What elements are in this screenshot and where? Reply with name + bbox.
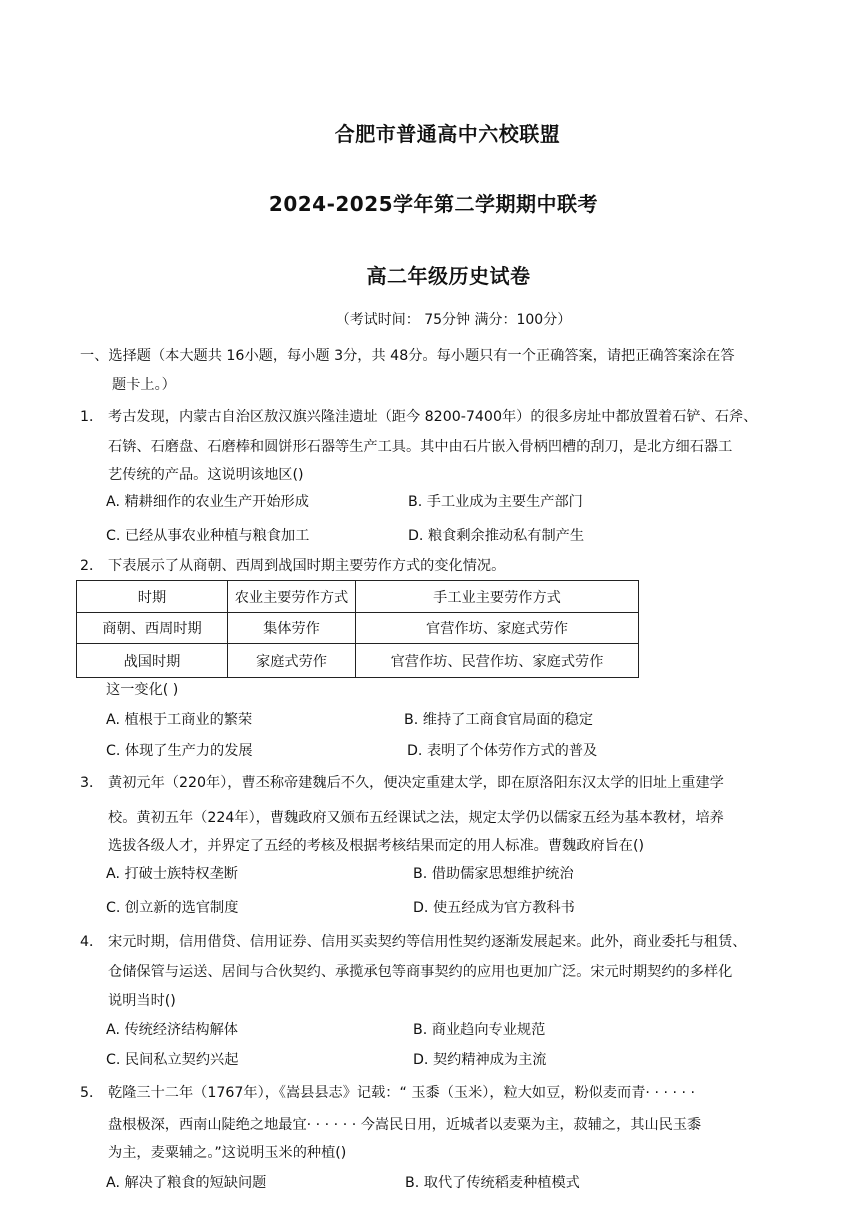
question-text-line: 选拔各级人才，并界定了五经的考核及根据考核结果而定的用人标准。曹魏政府旨在() — [108, 838, 645, 854]
table-header-row — [77, 581, 639, 613]
option-b[interactable]: B. 手工业成为主要生产部门 — [408, 494, 583, 510]
question-text-line: 盘根极深，西南山陡绝之地最宜· · · · · · 今嵩民日用，近城者以麦粟为主，菽辅之，其山民玉黍 — [108, 1117, 702, 1133]
table-row — [77, 613, 639, 644]
question-text-line: 说明当时() — [108, 993, 176, 1009]
option-c[interactable]: C. 创立新的选官制度 — [106, 900, 239, 916]
table-header-cell: 手工业主要劳作方式 — [356, 581, 639, 613]
option-b[interactable]: B. 维持了工商食官局面的稳定 — [404, 712, 594, 728]
option-d[interactable]: D. 表明了个体劳作方式的普及 — [407, 743, 598, 759]
option-b[interactable]: B. 取代了传统稻麦种植模式 — [405, 1175, 580, 1191]
labor-mode-table — [76, 580, 639, 678]
table-row — [77, 644, 639, 678]
option-a[interactable]: A. 解决了粮食的短缺问题 — [106, 1175, 267, 1191]
table-cell: 集体劳作 — [228, 613, 356, 644]
question-text-line: 黄初元年（220年），曹丕称帝建魏后不久，便决定重建太学，即在原洛阳东汉太学的旧址上重建学 — [108, 775, 724, 791]
option-a[interactable]: A. 精耕细作的农业生产开始形成 — [106, 494, 309, 510]
question-number: 3． — [80, 775, 104, 791]
question-number: 1． — [80, 409, 104, 425]
option-c[interactable]: C. 已经从事农业种植与粮食加工 — [106, 528, 310, 544]
exam-title-subject: 高二年级历史试卷 — [366, 264, 531, 288]
table-header-cell: 时期 — [77, 581, 228, 613]
option-c[interactable]: C. 体现了生产力的发展 — [106, 743, 253, 759]
table-cell: 官营作坊、家庭式劳作 — [356, 613, 639, 644]
option-d[interactable]: D. 使五经成为官方教科书 — [413, 900, 575, 916]
option-b[interactable]: B. 借助儒家思想维护统治 — [413, 866, 574, 882]
question-text-line: 考古发现，内蒙古自治区敖汉旗兴隆洼遗址（距今 8200-7400年）的很多房址中都放置着石铲、石斧、 — [108, 409, 758, 425]
option-c[interactable]: C. 民间私立契约兴起 — [106, 1052, 239, 1068]
table-cell: 官营作坊、民营作坊、家庭式劳作 — [356, 644, 639, 678]
question-text-line: 为主，麦粟辅之。”这说明玉米的种植() — [108, 1145, 347, 1161]
option-d[interactable]: D. 契约精神成为主流 — [413, 1052, 547, 1068]
question-number: 2． — [80, 558, 104, 574]
question-text-line: 乾隆三十二年（1767年），《嵩县县志》记载：“ 玉黍（玉米），粒大如豆，粉似麦而青· · · · · · — [108, 1085, 696, 1101]
exam-title-alliance: 合肥市普通高中六校联盟 — [334, 122, 561, 146]
table-header-cell: 农业主要劳作方式 — [228, 581, 356, 613]
option-a[interactable]: A. 植根于工商业的繁荣 — [106, 712, 253, 728]
option-b[interactable]: B. 商业趋向专业规范 — [413, 1022, 546, 1038]
question-number: 5． — [80, 1085, 104, 1101]
question-text-line: 宋元时期，信用借贷、信用证券、信用买卖契约等信用性契约逐渐发展起来。此外，商业委托与租赁、 — [108, 934, 747, 950]
question-text-line: 仓储保管与运送、居间与合伙契约、承揽承包等商事契约的应用也更加广泛。宋元时期契约的多样化 — [108, 964, 733, 980]
table-cell: 商朝、西周时期 — [77, 613, 228, 644]
question-text-line: 校。黄初五年（224年），曹魏政府又颁布五经课试之法，规定太学仍以儒家五经为基本教材，培养 — [108, 810, 724, 826]
option-d[interactable]: D. 粮食剩余推动私有制产生 — [408, 528, 585, 544]
option-a[interactable]: A. 传统经济结构解体 — [106, 1022, 238, 1038]
table-cell: 战国时期 — [77, 644, 228, 678]
table-cell: 家庭式劳作 — [228, 644, 356, 678]
exam-title-term: 2024-2025学年第二学期期中联考 — [268, 192, 599, 216]
question-text-line: 下表展示了从商朝、西周到战国时期主要劳作方式的变化情况。 — [108, 558, 506, 574]
section-heading-line2: 题卡上。） — [112, 377, 176, 393]
section-heading-line1: 一、选择题（本大题共 16小题，每小题 3分，共 48分。每小题只有一个正确答案，请把正确答案涂在答 — [80, 348, 735, 364]
question-stem-after-table: 这一变化( ) — [106, 682, 179, 698]
exam-info: （考试时间： 75分钟 满分：100分） — [335, 312, 572, 328]
option-a[interactable]: A. 打破士族特权垄断 — [106, 866, 238, 882]
question-text-line: 石锛、石磨盘、石磨棒和圆饼形石器等生产工具。其中由石片嵌入骨柄凹槽的刮刀，是北方细石器工 — [108, 439, 733, 455]
question-number: 4． — [80, 934, 104, 950]
question-text-line: 艺传统的产品。这说明该地区() — [108, 467, 304, 483]
